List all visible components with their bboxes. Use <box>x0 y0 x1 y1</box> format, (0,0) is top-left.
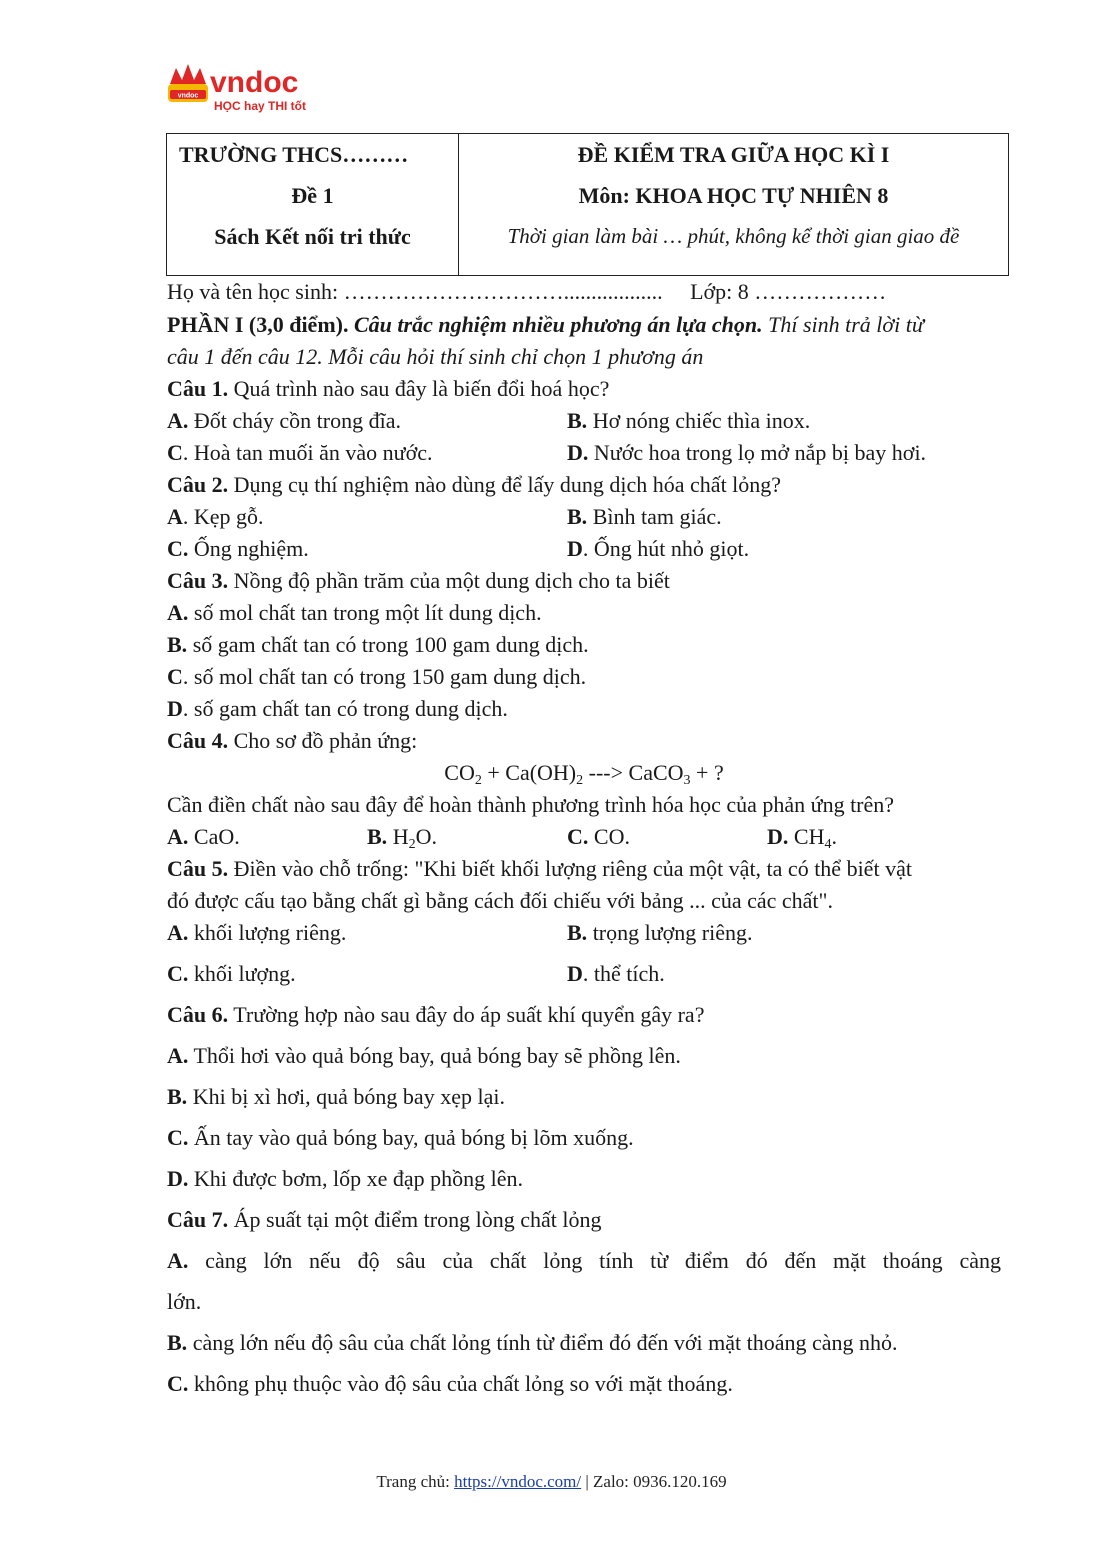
school-info-cell <box>167 134 459 275</box>
q7-option-c[interactable]: C. không phụ thuộc vào độ sâu của chất lỏng so với mặt thoáng. <box>167 1371 733 1396</box>
school-name: TRƯỜNG THCS……… <box>179 142 409 167</box>
part1-title: PHẦN I (3,0 điểm). <box>167 312 349 337</box>
exam-info-cell <box>459 134 1008 275</box>
q7-option-a[interactable]: A. càng lớn nếu độ sâu của chất lỏng tính từ điểm đó đến mặt thoáng càng <box>167 1248 1001 1273</box>
exam-time-note: Thời gian làm bài … phút, không kể thời gian giao đề <box>507 224 960 248</box>
exam-header-table <box>166 133 1009 276</box>
question-3: Câu 3. Nồng độ phần trăm của một dung dịch cho ta biết <box>167 568 670 593</box>
q5-option-b[interactable]: B. trọng lượng riêng. <box>567 920 753 945</box>
q3-option-d[interactable]: D. số gam chất tan có trong dung dịch. <box>167 696 508 721</box>
q1-option-a[interactable]: A. Đốt cháy cồn trong đĩa. <box>167 408 401 433</box>
part1-instruction-bold: Câu trắc nghiệm nhiều phương án lựa chọn. <box>353 312 763 337</box>
question-4: Câu 4. Cho sơ đồ phản ứng: <box>167 728 418 753</box>
q6-option-d[interactable]: D. Khi được bơm, lốp xe đạp phồng lên. <box>167 1166 523 1191</box>
vndoc-logo[interactable] <box>166 62 336 118</box>
question-5-options-row2 <box>167 953 1001 994</box>
question-5-options-row1 <box>167 917 1001 949</box>
q2-option-a[interactable]: A. Kẹp gỗ. <box>167 504 264 529</box>
q1-option-c[interactable]: C. Hoà tan muối ăn vào nước. <box>167 440 433 465</box>
q4-option-d[interactable]: D. $CH_4$. <box>767 824 837 852</box>
q1-option-b[interactable]: B. Hơ nóng chiếc thìa inox. <box>567 408 811 433</box>
question-7: Câu 7. Áp suất tại một điểm trong lòng chất lỏng <box>167 1207 602 1232</box>
q4-option-c[interactable]: C. CO. <box>567 824 630 849</box>
q3-option-c[interactable]: C. số mol chất tan có trong 150 gam dung dịch. <box>167 664 587 689</box>
student-info-line <box>167 275 1001 309</box>
q2-option-b[interactable]: B. Bình tam giác. <box>567 504 722 529</box>
student-name-label: Họ và tên học sinh: ………………………….................. <box>167 279 669 304</box>
page-footer <box>0 1472 1103 1492</box>
footer-prefix: Trang chủ: <box>376 1472 455 1491</box>
student-class-label: Lớp: 8 ……………… <box>690 279 887 304</box>
q6-option-c[interactable]: C. Ấn tay vào quả bóng bay, quả bóng bị lõm xuống. <box>167 1125 634 1150</box>
q7-option-a-cont: lớn. <box>167 1289 202 1314</box>
exam-subject: Môn: KHOA HỌC TỰ NHIÊN 8 <box>578 183 889 208</box>
q4-option-b[interactable]: B. $H_2O$. <box>367 824 437 852</box>
question-1: Câu 1. Quá trình nào sau đây là biến đổi hoá học? <box>167 376 610 401</box>
exam-code: Đề 1 <box>291 183 334 208</box>
logo-brand: vndoc <box>210 66 299 99</box>
reaction-equation: $CO_2 + Ca(OH)_2$ ---> CaCO$_3$ + ? <box>444 760 724 788</box>
question-4-options <box>167 821 1001 853</box>
part1-instruction-rest: Thí sinh trả lời từ <box>762 312 924 337</box>
logo-badge: vndoc <box>177 92 199 100</box>
part1-instruction-line2: câu 1 đến câu 12. Mỗi câu hỏi thí sinh chỉ chọn 1 phương án <box>167 344 704 369</box>
q2-option-d[interactable]: D. Ống hút nhỏ giọt. <box>567 536 750 561</box>
question-2-options-row1 <box>167 501 1001 533</box>
question-4-prompt: Cần điền chất nào sau đây để hoàn thành phương trình hóa học của phản ứng trên? <box>167 792 895 817</box>
question-5-cont: đó được cấu tạo bằng chất gì bằng cách đối chiếu với bảng ... của các chất". <box>167 888 834 913</box>
q7-option-b[interactable]: B. càng lớn nếu độ sâu của chất lỏng tính từ điểm đó đến với mặt thoáng càng nhỏ. <box>167 1330 898 1355</box>
footer-zalo: | Zalo: 0936.120.169 <box>581 1472 727 1491</box>
q1-option-d[interactable]: D. Nước hoa trong lọ mở nắp bị bay hơi. <box>567 440 927 465</box>
q5-option-a[interactable]: A. khối lượng riêng. <box>167 920 347 945</box>
question-1-options-row1 <box>167 405 1001 437</box>
exam-title: ĐỀ KIỂM TRA GIỮA HỌC KÌ I <box>577 142 890 167</box>
q6-option-b[interactable]: B. Khi bị xì hơi, quả bóng bay xẹp lại. <box>167 1084 505 1109</box>
part1-heading <box>167 309 1001 341</box>
question-1-options-row2 <box>167 437 1001 469</box>
homepage-link[interactable]: https://vndoc.com/ <box>454 1472 582 1491</box>
q4-option-a[interactable]: A. CaO. <box>167 824 240 849</box>
exam-content <box>167 275 1001 1404</box>
q3-option-a[interactable]: A. số mol chất tan trong một lít dung dịch. <box>167 600 542 625</box>
q2-option-c[interactable]: C. Ống nghiệm. <box>167 536 309 561</box>
book-series: Sách Kết nối tri thức <box>214 224 411 249</box>
question-5: Câu 5. Điền vào chỗ trống: "Khi biết khối lượng riêng của một vật, ta có thể biết vật <box>167 856 912 881</box>
logo-tagline: HỌC hay THI tốt <box>214 99 306 113</box>
question-2: Câu 2. Dụng cụ thí nghiệm nào dùng để lấy dung dịch hóa chất lỏng? <box>167 472 782 497</box>
q5-option-d[interactable]: D. thể tích. <box>567 961 665 986</box>
q6-option-a[interactable]: A. Thổi hơi vào quả bóng bay, quả bóng bay sẽ phồng lên. <box>167 1043 681 1068</box>
q3-option-b[interactable]: B. số gam chất tan có trong 100 gam dung dịch. <box>167 632 589 657</box>
q5-option-c[interactable]: C. khối lượng. <box>167 961 296 986</box>
question-2-options-row2 <box>167 533 1001 565</box>
question-6: Câu 6. Trường hợp nào sau đây do áp suất khí quyển gây ra? <box>167 1002 705 1027</box>
